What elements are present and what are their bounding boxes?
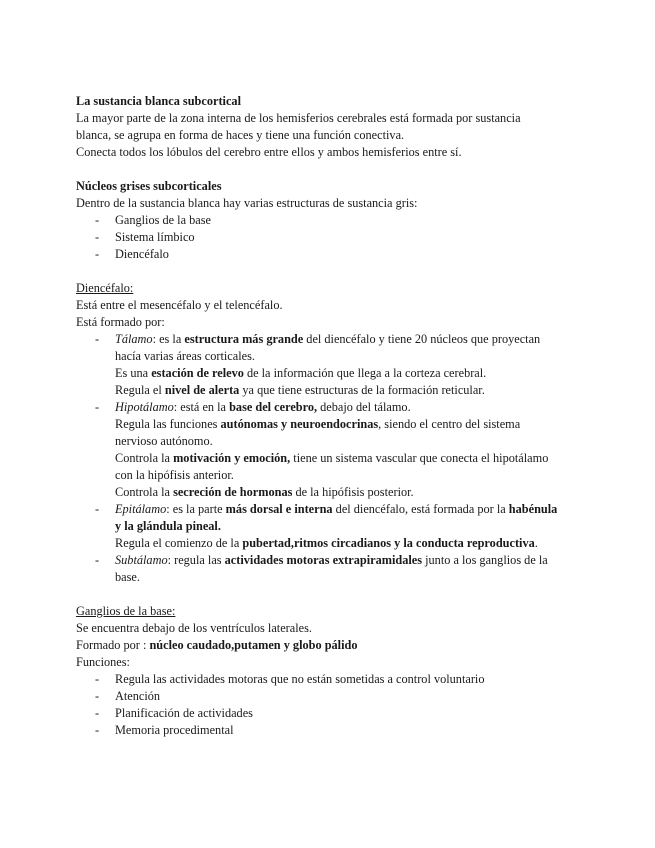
bullet-dash: - <box>95 400 100 414</box>
list-item: - Memoria procedimental <box>95 723 234 737</box>
heading-nucleos-grises: Núcleos grises subcorticales <box>76 179 222 193</box>
paragraph-line: Se encuentra debajo de los ventrículos laterales. <box>76 621 312 635</box>
paragraph-line: Está entre el mesencéfalo y el telencéfalo. <box>76 298 283 312</box>
list-item-subtalamo: - Subtálamo: regula las actividades motoras extrapiramidales junto a los ganglios de la base. <box>95 553 548 584</box>
heading-ganglios-base: Ganglios de la base: <box>76 604 176 618</box>
list-item: - Diencéfalo <box>95 247 169 261</box>
paragraph-line: Conecta todos los lóbulos del cerebro entre ellos y ambos hemisferios entre sí. <box>76 145 462 159</box>
paragraph-line: Funciones: <box>76 655 130 669</box>
list-item-epitalamo: - Epitálamo: es la parte más dorsal e interna del diencéfalo, está formada por la habénula y la glándula pineal. Regula el comienzo de la pubertad,ritmos circadianos y la conducta reproductiva. <box>95 502 558 550</box>
paragraph-line: Dentro de la sustancia blanca hay varias estructuras de sustancia gris: <box>76 196 418 210</box>
list-item: - Atención <box>95 689 161 703</box>
list-item: - Sistema límbico <box>95 230 195 244</box>
list-item: - Regula las actividades motoras que no están sometidas a control voluntario <box>95 672 485 686</box>
bullet-dash: - <box>95 332 100 346</box>
list-item-talamo: - Tálamo: es la estructura más grande del diencéfalo y tiene 20 núcleos que proyectan hacía varias áreas corticales. Es una estación de relevo de la información que llega a la corteza cerebral. Regula el nivel de alerta ya que tiene estructuras de la formación reticular. <box>95 332 541 397</box>
list-item-hipotalamo: - Hipotálamo: está en la base del cerebro, debajo del tálamo. Regula las funciones autónomas y neuroendocrinas, siendo el centro del sistema nervioso autónomo. Controla la motivación y emoción, tiene un sistema vascular que conecta el hipotálamo con la hipófisis anterior. Controla la secreción de hormonas de la hipófisis posterior. <box>95 400 549 499</box>
paragraph-line: La mayor parte de la zona interna de los hemisferios cerebrales está formada por sustancia <box>76 111 521 125</box>
bullet-dash: - <box>95 247 100 261</box>
heading-sustancia-blanca: La sustancia blanca subcortical <box>76 94 241 108</box>
bullet-dash: - <box>95 723 100 737</box>
paragraph-line: Está formado por: <box>76 315 165 329</box>
list-item: - Planificación de actividades <box>95 706 253 720</box>
bullet-dash: - <box>95 553 100 567</box>
bullet-dash: - <box>95 672 100 686</box>
bullet-dash: - <box>95 689 100 703</box>
document-body <box>76 93 596 739</box>
paragraph-line: blanca, se agrupa en forma de haces y tiene una función conectiva. <box>76 128 405 142</box>
bullet-dash: - <box>95 706 100 720</box>
bullet-dash: - <box>95 502 100 516</box>
list-item: - Ganglios de la base <box>95 213 211 227</box>
bullet-dash: - <box>95 213 100 227</box>
bullet-dash: - <box>95 230 100 244</box>
paragraph-line: Formado por : núcleo caudado,putamen y globo pálido <box>76 638 358 652</box>
heading-diencefalo: Diencéfalo: <box>76 281 134 295</box>
